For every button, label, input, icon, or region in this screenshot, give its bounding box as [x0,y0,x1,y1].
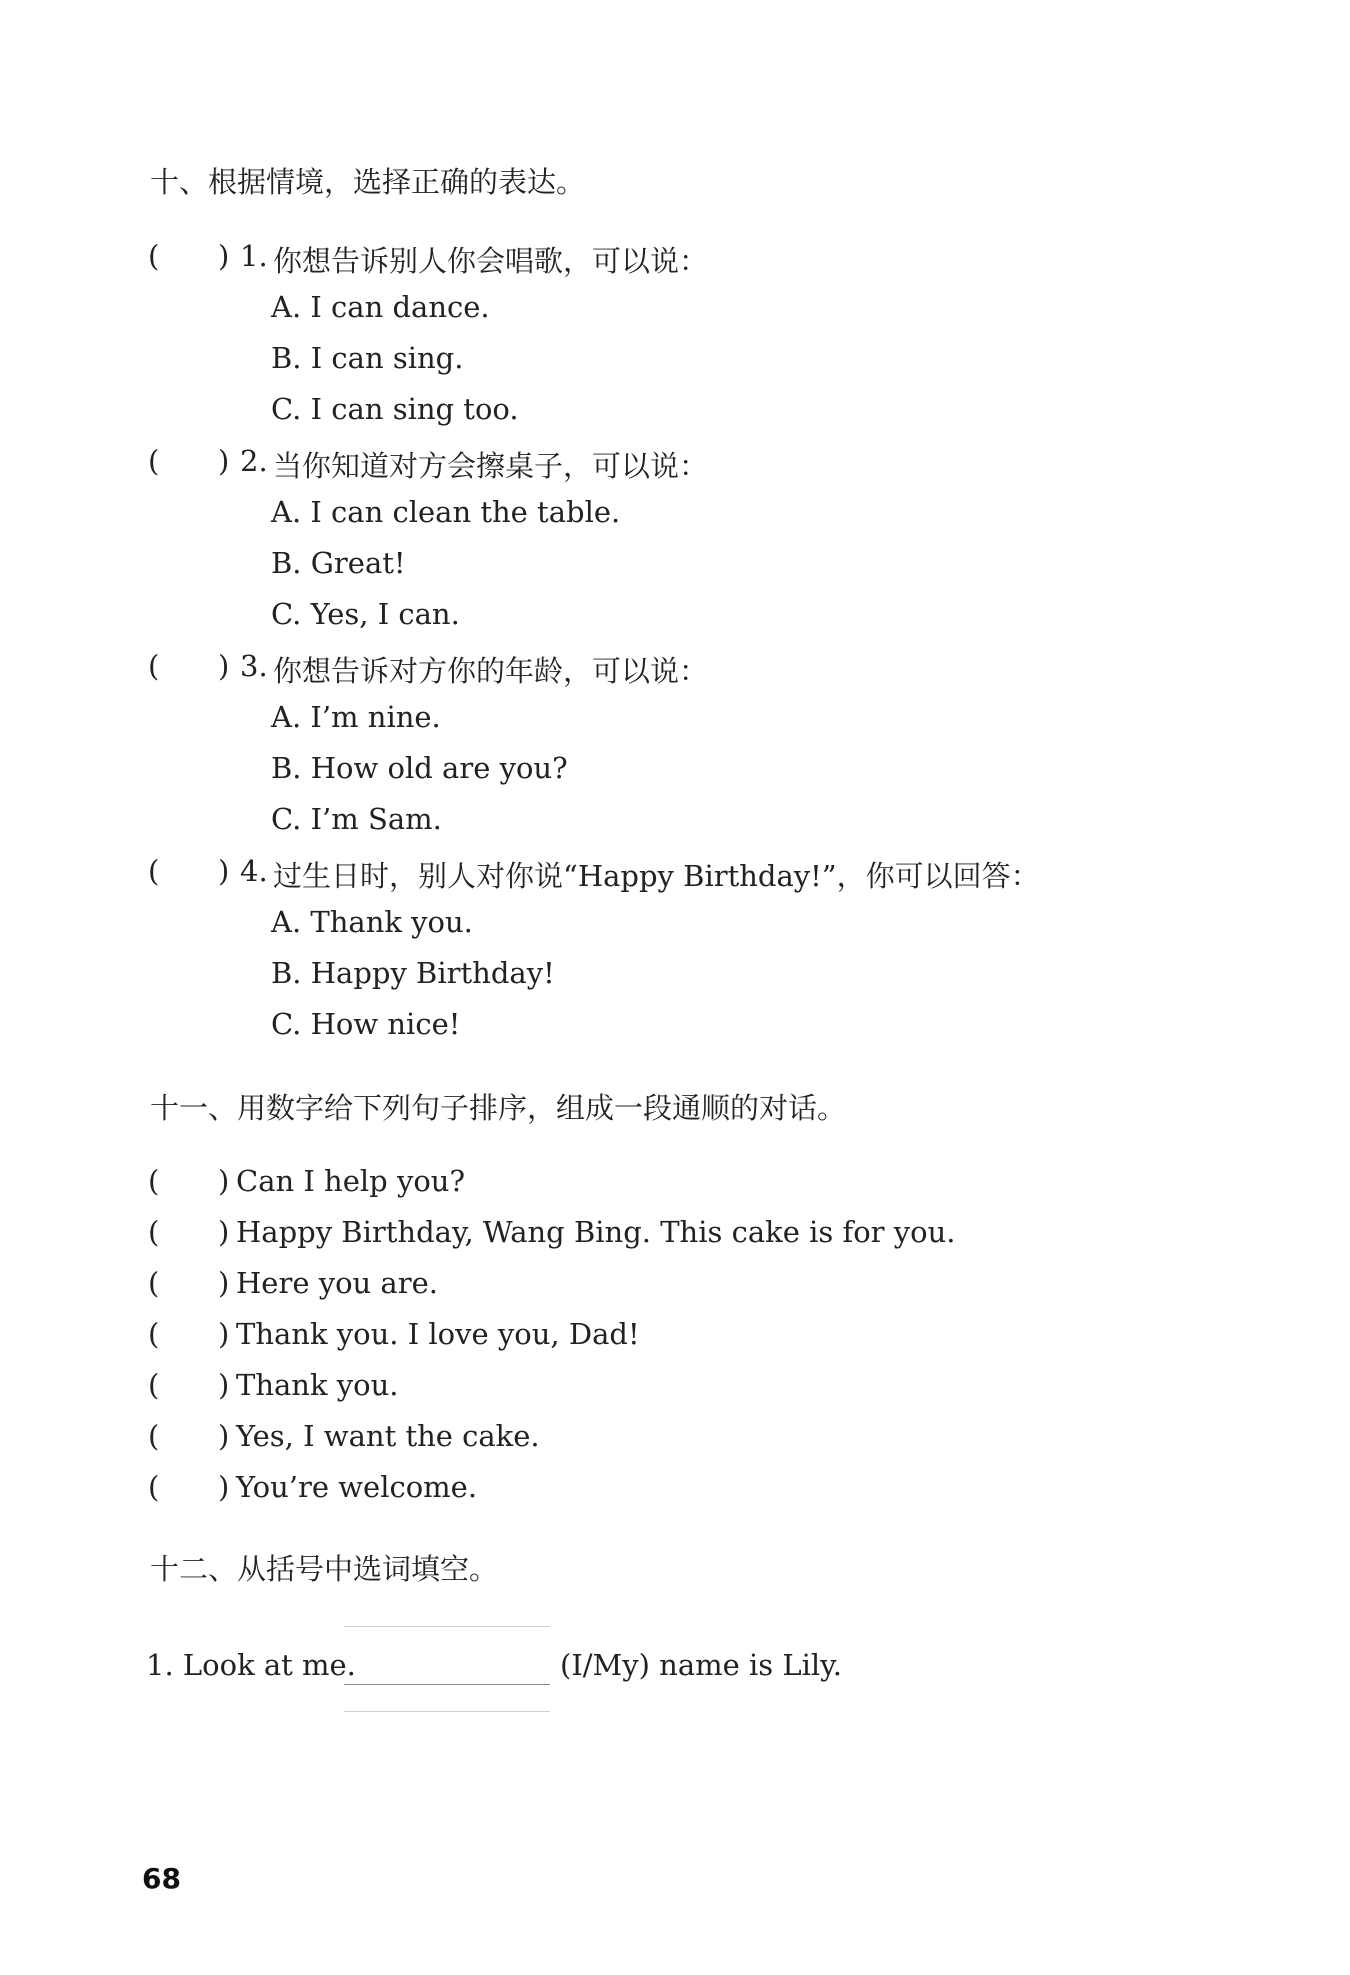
order-paren-close: ) [218,1164,230,1198]
order-paren-open: ( [148,1266,160,1300]
fill-item-lead: 1. Look at me. [146,1648,356,1682]
dialogue-sentence: Happy Birthday, Wang Bing. This cake is for you. [236,1215,956,1249]
order-paren-close: ) [218,1419,230,1453]
order-row-1 [148,1164,1248,1204]
question-number: 4. [240,854,268,888]
order-paren-close: ) [218,1368,230,1402]
order-paren-close: ) [218,1215,230,1249]
question-1 [148,239,1248,279]
dialogue-sentence: Yes, I want the cake. [236,1419,540,1453]
answer-blank[interactable] [344,1626,550,1712]
order-row-4 [148,1317,1248,1357]
dialogue-sentence: You’re welcome. [236,1470,478,1504]
order-row-3 [148,1266,1248,1306]
answer-paren-close: ) [218,444,230,478]
question-4 [148,854,1248,894]
page-number: 68 [142,1862,181,1895]
order-paren-open: ( [148,1470,160,1504]
answer-paren-close: ) [218,239,230,273]
question-number: 1. [240,239,268,273]
fill-item-1 [146,1648,1146,1692]
option-b: B. I can sing. [271,341,464,375]
option-c: C. I’m Sam. [271,802,442,836]
answer-paren-close: ) [218,649,230,683]
option-a: A. I can clean the table. [271,495,621,529]
question-2 [148,444,1248,484]
option-b: B. Happy Birthday! [271,956,555,990]
fill-item-tail: (I/My) name is Lily. [560,1648,842,1682]
option-c: C. I can sing too. [271,392,519,426]
dialogue-sentence: Can I help you? [236,1164,466,1198]
question-number: 3. [240,649,268,683]
order-paren-open: ( [148,1215,160,1249]
order-paren-open: ( [148,1317,160,1351]
answer-paren-open: ( [148,239,160,273]
option-a: A. I can dance. [271,290,490,324]
order-paren-open: ( [148,1368,160,1402]
question-prompt: 你想告诉别人你会唱歌，可以说： [273,244,709,278]
order-paren-close: ) [218,1266,230,1300]
option-c: C. How nice! [271,1007,461,1041]
order-row-6 [148,1419,1248,1459]
order-paren-close: ) [218,1470,230,1504]
option-b: B. How old are you? [271,751,568,785]
option-c: C. Yes, I can. [271,597,460,631]
order-paren-close: ) [218,1317,230,1351]
order-row-7 [148,1470,1248,1510]
order-paren-open: ( [148,1164,160,1198]
option-a: A. Thank you. [271,905,473,939]
order-row-5 [148,1368,1248,1408]
answer-paren-open: ( [148,854,160,888]
option-b: B. Great! [271,546,406,580]
question-prompt: 过生日时，别人对你说“Happy Birthday!”，你可以回答： [273,859,1040,893]
answer-paren-close: ) [218,854,230,888]
answer-paren-open: ( [148,649,160,683]
dialogue-sentence: Here you are. [236,1266,438,1300]
order-paren-open: ( [148,1419,160,1453]
question-prompt: 当你知道对方会擦桌子，可以说： [273,449,709,483]
question-3 [148,649,1248,689]
section-10-title: 十、根据情境，选择正确的表达。 [150,165,586,199]
option-a: A. I’m nine. [271,700,441,734]
answer-paren-open: ( [148,444,160,478]
dialogue-sentence: Thank you. [236,1368,399,1402]
section-11-title: 十一、用数字给下列句子排序，组成一段通顺的对话。 [150,1091,847,1125]
order-row-2 [148,1215,1248,1255]
section-12-title: 十二、从括号中选词填空。 [150,1552,499,1586]
dialogue-sentence: Thank you. I love you, Dad! [236,1317,640,1351]
question-prompt: 你想告诉对方你的年龄，可以说： [273,654,709,688]
question-number: 2. [240,444,268,478]
